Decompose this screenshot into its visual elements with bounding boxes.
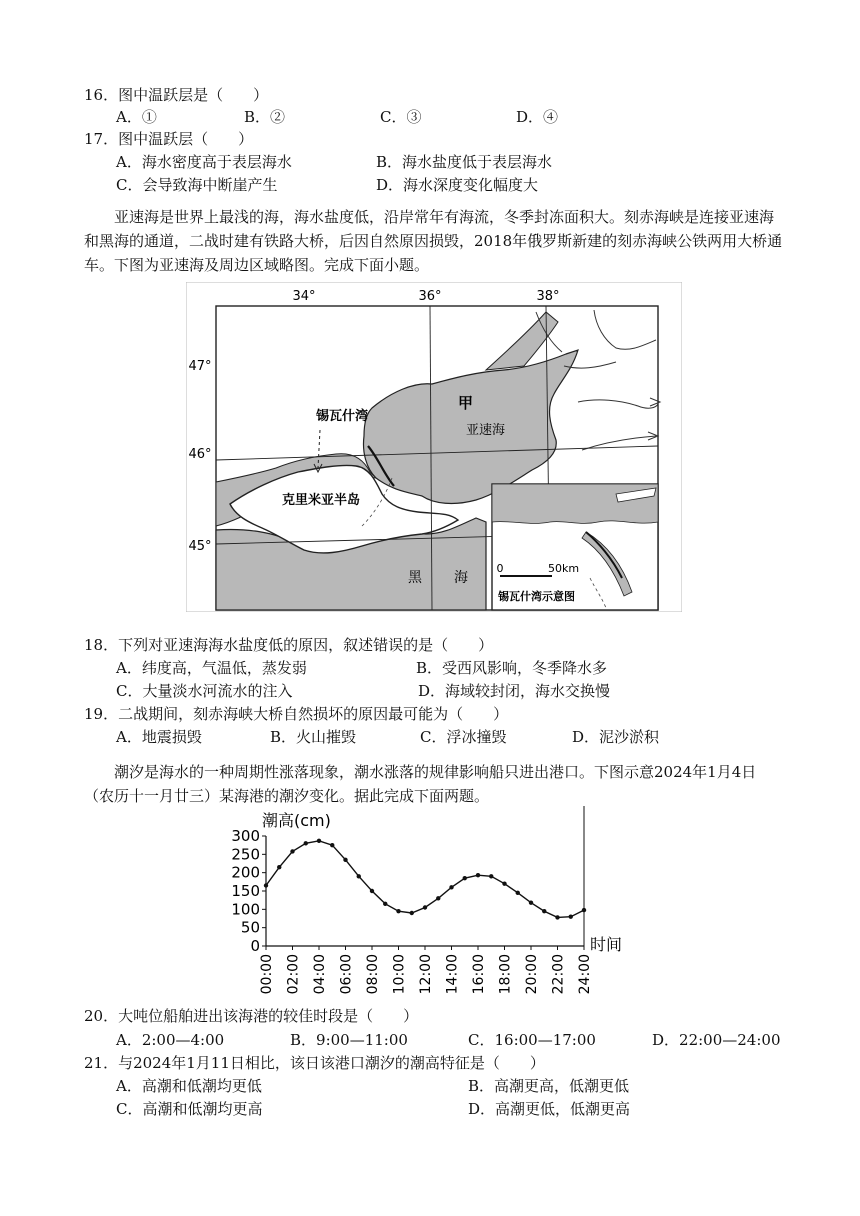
- tide-point: [529, 901, 533, 905]
- lat-label-47: 47°: [188, 359, 212, 374]
- x-tick-label: 04:00: [312, 954, 328, 995]
- q20-option-c[interactable]: C．16:00—17:00: [468, 1031, 596, 1049]
- tide-point: [383, 902, 387, 906]
- tide-point: [449, 885, 453, 889]
- x-tick-label: 10:00: [391, 954, 408, 995]
- y-tick-label: 50: [240, 918, 260, 937]
- chart-ylabel: 潮高(cm): [262, 811, 331, 830]
- x-tick-label: 22:00: [550, 954, 567, 995]
- q16-option-a[interactable]: A．①: [116, 108, 157, 126]
- q19-option-d[interactable]: D．泥沙淤积: [572, 728, 660, 746]
- label-jia: 甲: [458, 394, 474, 412]
- x-tick-label: 08:00: [365, 954, 381, 995]
- tide-point: [304, 841, 308, 845]
- q21-stem: 21．与2024年1月11日相比，该日该港口潮汐的潮高特征是（ ）: [84, 1054, 545, 1072]
- tide-point: [555, 915, 559, 919]
- tide-point: [582, 908, 586, 912]
- lat-label-45: 45°: [188, 539, 212, 554]
- y-tick-label: 0: [250, 937, 260, 955]
- q17-option-d[interactable]: D．海水深度变化幅度大: [376, 176, 539, 194]
- y-tick-label: 100: [231, 900, 260, 919]
- tide-point: [330, 843, 334, 847]
- q19-stem: 19．二战期间，刻赤海峡大桥自然损坏的原因最可能为（ ）: [84, 705, 509, 723]
- y-tick-label: 200: [231, 863, 260, 882]
- q20-option-b[interactable]: B．9:00—11:00: [290, 1031, 408, 1049]
- label-azov-sea: 亚速海: [466, 423, 506, 438]
- q16-option-c[interactable]: C．③: [380, 108, 422, 126]
- lon-label-38: 38°: [536, 289, 560, 304]
- q21-option-b[interactable]: B．高潮更高，低潮更低: [468, 1077, 630, 1095]
- q16-option-b[interactable]: B．②: [244, 108, 286, 126]
- tide-point: [290, 849, 294, 853]
- tide-point: [410, 911, 414, 915]
- q21-option-d[interactable]: D．高潮更低，低潮更高: [468, 1100, 631, 1118]
- x-tick-label: 18:00: [497, 954, 514, 995]
- q21-option-c[interactable]: C．高潮和低潮均更高: [116, 1100, 263, 1118]
- tide-point: [317, 839, 321, 843]
- tide-point: [542, 909, 546, 913]
- tide-point: [343, 858, 347, 862]
- tide-point: [489, 874, 493, 878]
- q17-stem: 17．图中温跃层（ ）: [84, 130, 254, 148]
- inset-caption: 锡瓦什湾示意图: [498, 590, 575, 603]
- tide-point: [264, 883, 268, 887]
- sivash-inset-map: [492, 484, 658, 610]
- q19-option-b[interactable]: B．火山摧毁: [270, 728, 357, 746]
- tide-point: [502, 881, 506, 885]
- x-tick-label: 24:00: [577, 954, 593, 995]
- passage-tide: 潮汐是海水的一种周期性涨落现象，潮水涨落的规律影响船只进出港口。下图示意2024年1月4日（农历十一月廿三）某海港的潮汐变化。据此完成下面两题。: [84, 763, 757, 805]
- tide-point: [357, 874, 361, 878]
- q16-option-d[interactable]: D．④: [516, 108, 559, 126]
- tide-point: [277, 865, 281, 869]
- tide-point: [569, 914, 573, 918]
- x-tick-label: 20:00: [524, 954, 540, 995]
- label-crimea: 克里米亚半岛: [282, 493, 361, 508]
- q18-stem: 18．下列对亚速海海水盐度低的原因，叙述错误的是（ ）: [84, 636, 494, 654]
- q18-option-a[interactable]: A．纬度高，气温低，蒸发弱: [116, 659, 307, 677]
- q21-option-a[interactable]: A．高潮和低潮均更低: [116, 1077, 262, 1095]
- x-tick-label: 00:00: [259, 954, 275, 995]
- chart-xlabel: 时间: [590, 935, 623, 954]
- tide-point: [516, 891, 520, 895]
- q18-option-d[interactable]: D．海域较封闭，海水交换慢: [418, 682, 611, 700]
- q20-option-a[interactable]: A．2:00—4:00: [116, 1031, 225, 1049]
- tide-point: [423, 905, 427, 909]
- tide-point: [436, 896, 440, 900]
- q16-stem: 16．图中温跃层是（ ）: [84, 86, 269, 104]
- q17-option-b[interactable]: B．海水盐度低于表层海水: [376, 153, 553, 171]
- y-tick-label: 250: [231, 845, 260, 864]
- lon-label-36: 36°: [418, 289, 442, 304]
- y-tick-label: 300: [231, 827, 260, 845]
- inset-scale-50: 50km: [548, 562, 580, 575]
- tide-chart: [224, 800, 644, 1000]
- inset-scale-0: 0: [496, 562, 504, 575]
- tide-point: [463, 876, 467, 880]
- q17-option-a[interactable]: A．海水密度高于表层海水: [116, 153, 292, 171]
- y-tick-label: 150: [231, 882, 260, 900]
- lat-label-46: 46°: [188, 447, 212, 462]
- q17-option-c[interactable]: C．会导致海中断崖产生: [116, 176, 278, 194]
- q19-option-c[interactable]: C．浮冰撞毁: [420, 728, 507, 746]
- tide-point: [370, 889, 374, 893]
- label-sivash-bay: 锡瓦什湾: [316, 409, 369, 424]
- q20-stem: 20．大吨位船舶进出该海港的较佳时段是（ ）: [84, 1007, 419, 1025]
- q18-option-b[interactable]: B．受西风影响，冬季降水多: [416, 659, 608, 677]
- label-black-sea-2: 海: [454, 570, 468, 586]
- passage-azov: 亚速海是世界上最浅的海，海水盐度低，沿岸常年有海流，冬季封冻面积大。刻赤海峡是连接亚速海和黑海的通道，二战时建有铁路大桥，后因自然原因损毁，2018年俄罗斯新建的刻赤海峡公铁两用大桥通车。下图为亚速海及周边区域略图。完成下面小题。: [84, 208, 783, 274]
- lon-label-34: 34°: [292, 289, 316, 304]
- tide-point: [396, 909, 400, 913]
- x-tick-label: 12:00: [418, 954, 434, 995]
- label-black-sea-1: 黑: [408, 570, 422, 586]
- x-tick-label: 06:00: [338, 954, 355, 995]
- q18-option-c[interactable]: C．大量淡水河流水的注入: [116, 682, 293, 700]
- q19-option-a[interactable]: A．地震损毁: [116, 728, 202, 746]
- x-tick-label: 14:00: [444, 954, 461, 995]
- q20-option-d[interactable]: D．22:00—24:00: [652, 1031, 781, 1049]
- azov-sea-map: [186, 282, 682, 612]
- x-tick-label: 16:00: [471, 954, 487, 995]
- x-tick-label: 02:00: [285, 954, 302, 995]
- tide-point: [476, 873, 480, 877]
